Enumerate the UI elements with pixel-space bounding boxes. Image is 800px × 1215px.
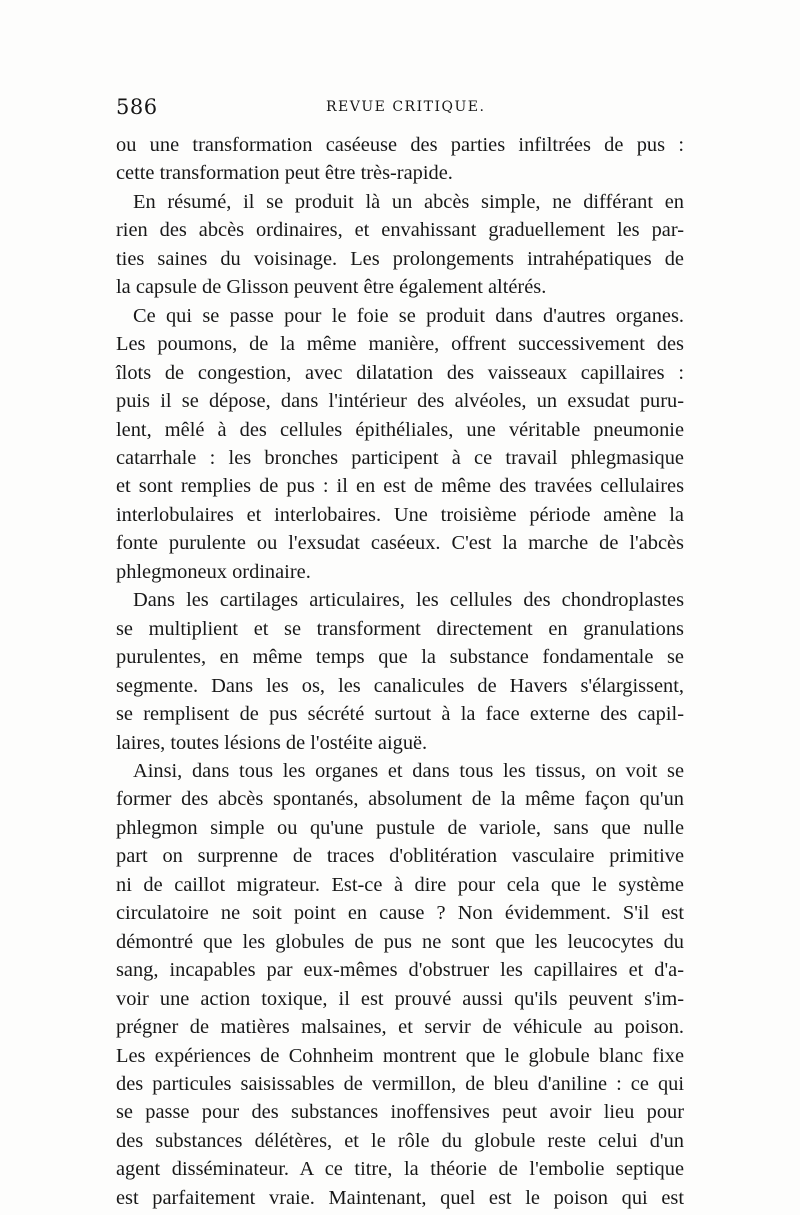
text-line: se remplisent de pus sécrété surtout à la face externe des capil- (116, 703, 684, 726)
text-line: purulentes, en même temps que la substance fondamentale se (116, 646, 684, 669)
page-header (116, 95, 682, 125)
text-line: se passe pour des substances inoffensives peut avoir lieu pour (116, 1101, 684, 1124)
running-title: REVUE CRITIQUE. (326, 99, 486, 115)
text-line: sang, incapables par eux-mêmes d'obstruer les capillaires et d'a- (116, 959, 684, 982)
text-line: catarrhale : les bronches participent à ce travail phlegmasique (116, 446, 684, 469)
text-line: phlegmon simple ou qu'une pustule de variole, sans que nulle (116, 816, 684, 839)
text-line: cette transformation peut être très-rapide. (116, 162, 453, 185)
text-line: prégner de matières malsaines, et servir de véhicule au poison. (116, 1016, 684, 1039)
text-line: ni de caillot migrateur. Est-ce à dire pour cela que le système (116, 873, 684, 896)
text-line: des particules saisissables de vermillon, de bleu d'aniline : ce qui (116, 1072, 684, 1095)
text-line: Les expériences de Cohnheim montrent que le globule blanc fixe (116, 1044, 684, 1067)
text-line: fonte purulente ou l'exsudat caséeux. C'est la marche de l'abcès (116, 532, 684, 555)
text-line: ou une transformation caséeuse des parties infiltrées de pus : (116, 134, 684, 156)
page-number: 586 (116, 95, 158, 119)
text-line: et sont remplies de pus : il en est de même des travées cellulaires (116, 475, 684, 498)
text-line: interlobulaires et interlobaires. Une troisième période amène la (116, 503, 684, 526)
text-line: part on surprenne de traces d'oblitération vasculaire primitive (116, 845, 684, 868)
text-line: démontré que les globules de pus ne sont que les leucocytes du (116, 930, 684, 953)
text-line: puis il se dépose, dans l'intérieur des alvéoles, un exsudat puru- (116, 390, 684, 413)
text-line: phlegmoneux ordinaire. (116, 560, 311, 583)
text-line: agent disséminateur. A ce titre, la théorie de l'embolie septique (116, 1158, 684, 1181)
text-line: se multiplient et se transforment directement en granulations (116, 617, 684, 640)
text-line: Ce qui se passe pour le foie se produit dans d'autres organes. (133, 304, 684, 327)
text-line: lent, mêlé à des cellules épithéliales, une véritable pneumonie (116, 418, 684, 441)
text-line: rien des abcès ordinaires, et envahissant graduellement les par- (116, 219, 684, 242)
text-line: est parfaitement vraie. Maintenant, quel est le poison qui est (116, 1186, 684, 1209)
text-line: voir une action toxique, il est prouvé aussi qu'ils peuvent s'im- (116, 987, 684, 1010)
body-text (116, 131, 684, 1212)
text-line: laires, toutes lésions de l'ostéite aiguë. (116, 731, 428, 754)
text-line: Ainsi, dans tous les organes et dans tous les tissus, on voit se (133, 759, 684, 782)
text-line: segmente. Dans les os, les canalicules de Havers s'élargissent, (116, 674, 684, 697)
text-line: îlots de congestion, avec dilatation des vaisseaux capillaires : (116, 361, 684, 384)
text-line: la capsule de Glisson peuvent être également altérés. (116, 276, 547, 299)
text-line: former des abcès spontanés, absolument de la même façon qu'un (116, 788, 684, 811)
text-line: En résumé, il se produit là un abcès simple, ne différant en (133, 190, 684, 213)
text-line: des substances délétères, et le rôle du globule reste celui d'un (116, 1129, 684, 1152)
text-line: Les poumons, de la même manière, offrent successivement des (116, 333, 684, 356)
text-line: ties saines du voisinage. Les prolongements intrahépatiques de (116, 247, 684, 270)
text-line: circulatoire ne soit point en cause ? Non évidemment. S'il est (116, 902, 684, 925)
text-line: Dans les cartilages articulaires, les cellules des chondroplastes (133, 589, 684, 612)
